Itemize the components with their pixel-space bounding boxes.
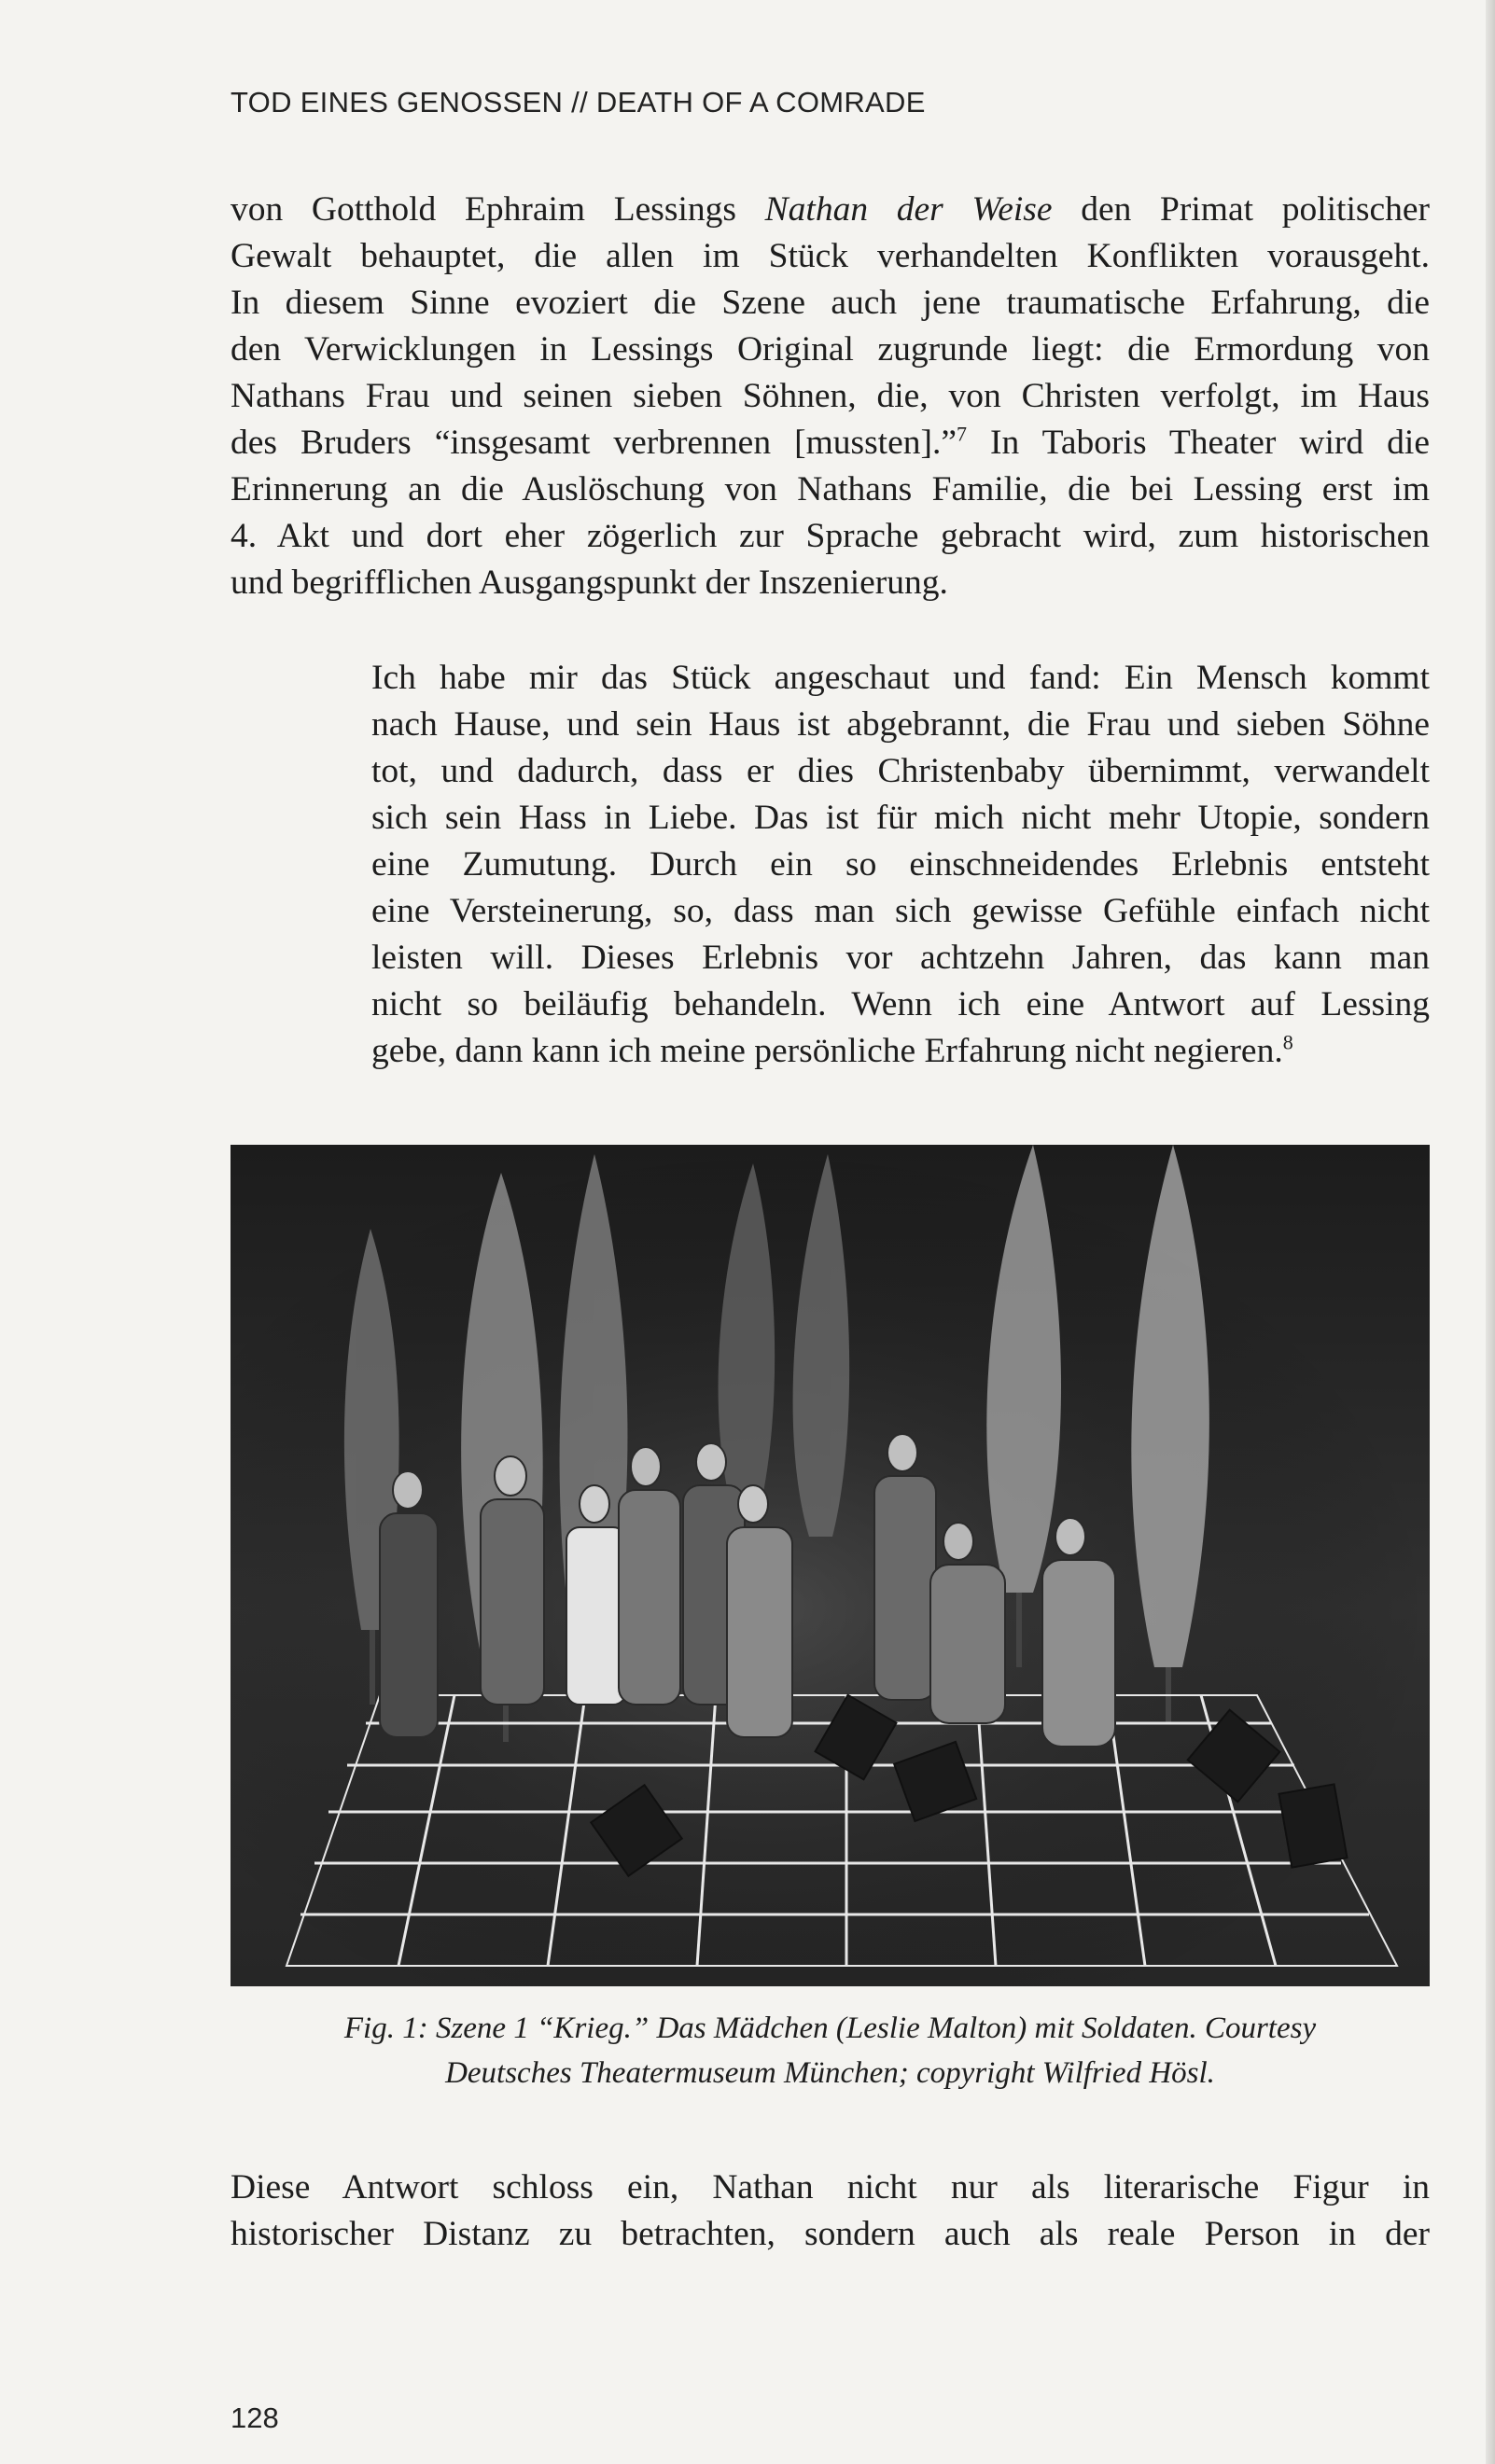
quote-line: nicht so beiläufig behandeln. Wenn ich eine Antwort auf Lessing xyxy=(371,985,1430,1023)
quote-line: sich sein Hass in Liebe. Das ist für mich nicht mehr Utopie, sondern xyxy=(371,799,1430,837)
book-title: Nathan der Weise xyxy=(764,190,1053,229)
paragraph-line: 4. Akt und dort eher zögerlich zur Sprache gebracht wird, zum historischen xyxy=(231,517,1430,555)
paragraph-line: den Verwicklungen in Lessings Original zugrunde liegt: die Ermordung von xyxy=(231,330,1430,369)
caption-line: Fig. 1: Szene 1 “Krieg.” Das Mädchen (Leslie Malton) mit Soldaten. Courtesy xyxy=(343,2012,1317,2045)
block-quote xyxy=(371,655,1430,1075)
figure-caption xyxy=(231,2006,1430,2095)
running-head-german: TOD EINES GENOSSEN xyxy=(231,86,564,118)
page-number: 128 xyxy=(231,2401,279,2434)
paragraph-line: Diese Antwort schloss ein, Nathan nicht nur als literarische Figur in xyxy=(231,2168,1430,2206)
paragraph-line: und begrifflichen Ausgangspunkt der Inszenierung. xyxy=(231,564,948,602)
running-head-separator: // xyxy=(571,86,588,118)
paragraph-line: Gewalt behauptet, die allen im Stück verhandelten Konflikten vorausgeht. xyxy=(231,237,1430,275)
stage-photograph xyxy=(231,1145,1430,1986)
caption-line: Deutsches Theatermuseum München; copyright Wilfried Hösl. xyxy=(445,2056,1215,2090)
quote-line: eine Zumutung. Durch ein so einschneidendes Erlebnis entsteht xyxy=(371,845,1430,884)
quote-line: tot, und dadurch, dass er dies Christenbaby übernimmt, verwandelt xyxy=(371,752,1430,790)
quote-line: gebe, dann kann ich meine persönliche Erfahrung nicht negieren.$^8$ xyxy=(371,1030,1293,1070)
footnote-ref[interactable]: 7 xyxy=(957,422,968,446)
paragraph-line: von Gotthold Ephraim Lessings Nathan der Weise den Primat politischer xyxy=(231,190,1431,229)
quote-line: leisten will. Dieses Erlebnis vor achtzehn Jahren, das kann man xyxy=(371,939,1430,977)
paragraph-1 xyxy=(231,187,1430,606)
paragraph-2 xyxy=(231,2165,1430,2258)
footnote-ref[interactable]: 8 xyxy=(1282,1030,1293,1054)
paragraph-line: Nathans Frau und seinen sieben Söhnen, die, von Christen verfolgt, im Haus xyxy=(231,377,1430,415)
paragraph-line: des Bruders “insgesamt verbrennen [mussten].”$^7$ In Taboris Theater wird die xyxy=(231,422,1430,462)
paragraph-line: In diesem Sinne evoziert die Szene auch jene traumatische Erfahrung, die xyxy=(231,284,1430,322)
paragraph-line: historischer Distanz zu betrachten, sondern auch als reale Person in der xyxy=(231,2215,1430,2253)
quote-line: Ich habe mir das Stück angeschaut und fand: Ein Mensch kommt xyxy=(371,659,1430,697)
quote-line: eine Versteinerung, so, dass man sich gewisse Gefühle einfach nicht xyxy=(371,892,1430,930)
running-head xyxy=(231,86,926,119)
quote-line: nach Hause, und sein Haus ist abgebrannt, die Frau und sieben Söhne xyxy=(371,705,1430,744)
running-head-english: DEATH OF A COMRADE xyxy=(595,86,926,118)
paragraph-line: Erinnerung an die Auslöschung von Nathans Familie, die bei Lessing erst im xyxy=(231,470,1430,508)
page-edge xyxy=(1486,0,1495,2464)
